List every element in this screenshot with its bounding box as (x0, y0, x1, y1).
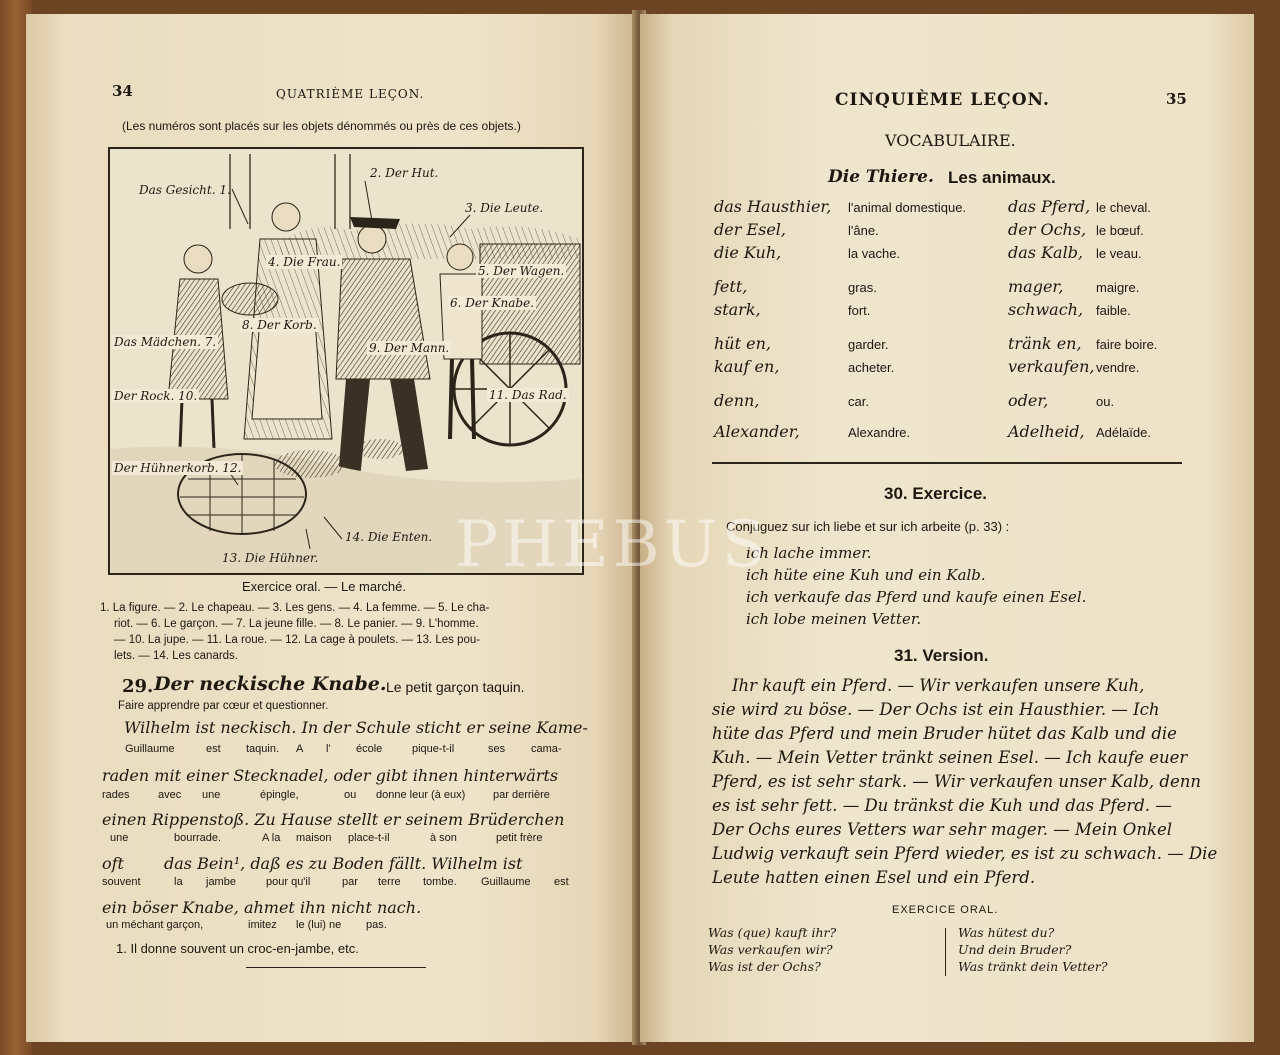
vocab-german-word: tränk en, (1008, 334, 1082, 353)
vocab-french-word: Adélaïde. (1096, 425, 1151, 440)
vocab-french-word: faire boire. (1096, 337, 1158, 352)
caption-line: — 10. La jupe. — 11. La roue. — 12. La cage à poulets. — 13. Les pou- (114, 634, 481, 646)
interlinear-de-1: Wilhelm ist neckisch. In der Schule sticht er seine Kame- (124, 718, 588, 737)
footnote: 1. Il donne souvent un croc-en-jambe, etc. (116, 941, 359, 956)
vocab-rule (712, 462, 1182, 464)
version-line: Ihr kauft ein Pferd. — Wir verkaufen unsere Kuh, (732, 676, 1145, 695)
vocab-german-word: oder, (1008, 391, 1049, 410)
interlinear-de-2: raden mit einer Stecknadel, oder gibt ihnen hinterwärts (102, 766, 559, 785)
gloss-word: taquin. (246, 743, 280, 755)
gloss-word: par (342, 876, 358, 888)
gloss-word: une (110, 832, 129, 844)
gloss-word: jambe (206, 876, 236, 888)
gloss-word: est (554, 876, 569, 888)
gloss-word: école (356, 743, 383, 755)
interlinear-de-4b: das Bein¹, daß es zu Boden fällt. Wilhelm ist (164, 854, 523, 873)
vocab-german-word: das Pferd, (1008, 197, 1091, 216)
exercise-29-title: Der neckische Knabe. (154, 673, 387, 695)
label-face: Das Gesicht. 1. (139, 183, 231, 197)
vocab-german-word: das Kalb, (1008, 243, 1084, 262)
vocab-german-word: kauf en, (714, 357, 780, 376)
gloss-word: rades (102, 789, 130, 801)
oral-question: Was verkaufen wir? (708, 942, 833, 957)
label-hat: 2. Der Hut. (370, 166, 439, 180)
gloss-word: petit frère (496, 832, 543, 844)
gloss-word: à son (430, 832, 457, 844)
gloss-word: cama- (531, 743, 562, 755)
conjugation-line: ich lache immer. (746, 544, 872, 562)
gloss-word: le (lui) ne (296, 919, 342, 931)
version-line: sie wird zu böse. — Der Ochs ist ein Hausthier. — Ich (712, 700, 1160, 719)
gloss-word: l' (326, 743, 331, 755)
illustration-note: (Les numéros sont placés sur les objets dénommés ou près de ces objets.) (122, 119, 521, 133)
label-people: 3. Die Leute. (465, 201, 544, 215)
gloss-word: la (174, 876, 183, 888)
version-line: Leute hatten einen Esel und ein Pferd. (712, 868, 1036, 887)
exercise-30-instruction: Conjuguez sur ich liebe et sur ich arbeite (p. 33) : (726, 519, 1010, 534)
vocab-french-word: le cheval. (1096, 200, 1151, 215)
caption-list (100, 600, 489, 664)
gloss-word: souvent (102, 876, 141, 888)
vocab-french-word: ou. (1096, 394, 1115, 409)
illustration-caption: Exercice oral. — Le marché. (242, 579, 407, 594)
version-line: Pferd, es ist sehr stark. — Wir verkaufen unser Kalb, denn (712, 772, 1202, 791)
label-chicken-basket: Der Hühnerkorb. 12. (114, 461, 242, 475)
exercise-31-text (712, 674, 1217, 890)
gloss-word: Guillaume (481, 876, 531, 888)
oral-question: Was ist der Ochs? (708, 959, 821, 974)
vocab-german-word: Alexander, (714, 422, 800, 441)
gloss-word: tombe. (423, 876, 457, 888)
vocab-german-word: der Esel, (714, 220, 787, 239)
exercise-29-subtitle: Le petit garçon taquin. (386, 679, 525, 695)
gloss-word: terre (378, 876, 401, 888)
vocab-german-word: das Hausthier, (714, 197, 832, 216)
oral-exercise-title: EXERCICE ORAL. (892, 904, 999, 916)
vocab-french-word: le bœuf. (1096, 223, 1144, 238)
version-line: Der Ochs eures Vetters war sehr mager. — Mein Onkel (712, 820, 1172, 839)
label-girl: Das Mädchen. 7. (114, 335, 217, 349)
conjugation-line: ich verkaufe das Pferd und kaufe einen Esel. (746, 588, 1087, 606)
exercise-30-lines (746, 542, 1086, 630)
version-line: es ist sehr fett. — Du tränkst die Kuh und das Pferd. — (712, 796, 1172, 815)
interlinear-de-3: einen Rippenstoß. Zu Hause stellt er seinem Brüderchen (102, 810, 565, 829)
vocab-french-word: la vache. (848, 246, 901, 261)
watermark: PHEBUS (455, 508, 770, 582)
label-woman: 4. Die Frau. (268, 255, 341, 269)
left-running-head: QUATRIÈME LEÇON. (276, 87, 425, 101)
oral-question: Was hütest du? (958, 925, 1055, 940)
oral-question: Und dein Bruder? (958, 942, 1072, 957)
vocab-german-word: der Ochs, (1008, 220, 1087, 239)
conjugation-line: ich lobe meinen Vetter. (746, 610, 922, 628)
vocab-german-word: stark, (714, 300, 761, 319)
vocab-french-word: vendre. (1096, 360, 1140, 375)
conjugation-line: ich hüte eine Kuh und ein Kalb. (746, 566, 986, 584)
oral-questions-left (708, 924, 836, 975)
right-running-head: CINQUIÈME LEÇON. (835, 90, 1050, 110)
oral-question: Was tränkt dein Vetter? (958, 959, 1108, 974)
gloss-word: maison (296, 832, 332, 844)
vocab-german-word: denn, (714, 391, 760, 410)
label-wagon: 5. Der Wagen. (478, 264, 565, 278)
footnote-rule (246, 967, 426, 968)
gloss-word: A la (262, 832, 281, 844)
vocab-german-word: die Kuh, (714, 243, 782, 262)
gloss-word: bourrade. (174, 832, 222, 844)
vocab-german-word: hüt en, (714, 334, 771, 353)
gloss-word: avec (158, 789, 182, 801)
gloss-word: pour qu'il (266, 876, 311, 888)
vocab-french-word: maigre. (1096, 280, 1140, 295)
exercise-31-title: 31. Version. (894, 646, 989, 665)
vocab-french-word: faible. (1096, 303, 1131, 318)
vocab-french-word: Alexandre. (848, 425, 911, 440)
caption-line: 1. La figure. — 2. Le chapeau. — 3. Les gens. — 4. La femme. — 5. Le cha- (100, 602, 490, 614)
vocabulary-subtitle-fr: Les animaux. (948, 168, 1056, 187)
version-line: Kuh. — Mein Vetter tränkt seinen Esel. — Ich kaufe euer (712, 748, 1188, 767)
vocab-french-word: fort. (848, 303, 871, 318)
oral-question: Was (que) kauft ihr? (708, 925, 837, 940)
gloss-word: Guillaume (125, 743, 175, 755)
label-basket: 8. Der Korb. (242, 318, 317, 332)
vocab-german-word: fett, (714, 277, 748, 296)
vocab-french-word: acheter. (848, 360, 895, 375)
exercise-30-title: 30. Exercice. (884, 484, 988, 503)
vocab-german-word: schwach, (1008, 300, 1084, 319)
vocab-german-word: verkaufen, (1008, 357, 1095, 376)
vocab-french-word: car. (848, 394, 869, 409)
vocab-german-word: Adelheid, (1008, 422, 1085, 441)
gloss-word: pique-t-il (412, 743, 455, 755)
gloss-word: pas. (366, 919, 387, 931)
vocabulary-title: VOCABULAIRE. (885, 131, 1016, 150)
interlinear-de-5: ein böser Knabe, ahmet ihn nicht nach. (102, 898, 422, 917)
gloss-word: place-t-il (348, 832, 390, 844)
gloss-word: imitez (248, 919, 277, 931)
oral-questions-right (958, 924, 1108, 975)
label-chickens: 13. Die Hühner. (222, 551, 319, 565)
oral-divider (945, 928, 946, 976)
vocab-french-word: le veau. (1096, 246, 1142, 261)
gloss-word: donne leur (à eux) (376, 789, 466, 801)
label-boy: 6. Der Knabe. (450, 296, 534, 310)
version-line: hüte das Pferd und mein Bruder hütet das Kalb und die (712, 724, 1177, 743)
gloss-word: ou (344, 789, 357, 801)
label-wheel: 11. Das Rad. (489, 388, 567, 402)
gloss-word: est (206, 743, 221, 755)
exercise-29-number: 29. (122, 676, 154, 697)
interlinear-de-4a: oft (102, 854, 124, 873)
vocab-french-word: garder. (848, 337, 889, 352)
vocab-french-word: l'animal domestique. (848, 200, 967, 215)
right-page-number: 35 (1166, 90, 1187, 108)
vocabulary-subtitle-de: Die Thiere. (828, 167, 934, 187)
label-skirt: Der Rock. 10. (114, 389, 198, 403)
label-ducks: 14. Die Enten. (345, 530, 433, 544)
caption-line: lets. — 14. Les canards. (114, 650, 239, 662)
left-page-number: 34 (112, 82, 133, 100)
version-line: Ludwig verkauft sein Pferd wieder, es ist zu schwach. — Die (712, 844, 1218, 863)
gloss-word: A (296, 743, 304, 755)
vocab-french-word: l'âne. (848, 223, 879, 238)
gloss-word: ses (488, 743, 506, 755)
caption-line: riot. — 6. Le garçon. — 7. La jeune fille. — 8. Le panier. — 9. L'homme. (114, 618, 479, 630)
gloss-word: épingle, (260, 789, 299, 801)
exercise-29-instruction: Faire apprendre par cœur et questionner. (118, 700, 329, 712)
gloss-word: un méchant garçon, (106, 919, 204, 931)
vocab-french-word: gras. (848, 280, 877, 295)
vocab-german-word: mager, (1008, 277, 1064, 296)
label-man: 9. Der Mann. (369, 341, 450, 355)
gloss-word: une (202, 789, 221, 801)
gloss-word: par derrière (493, 789, 550, 801)
